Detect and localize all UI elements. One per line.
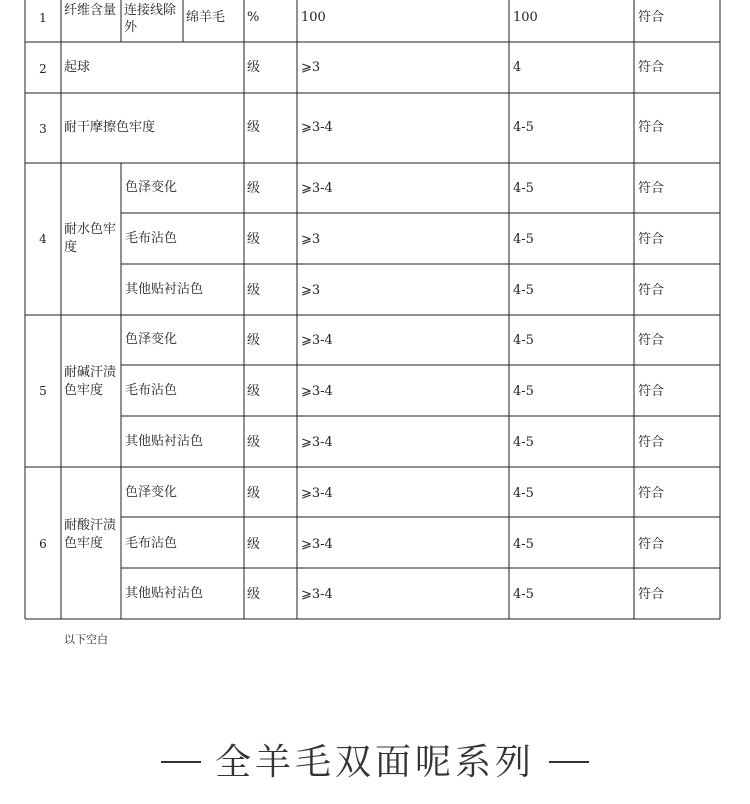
row-6-item: 耐酸汗渍色牢度 (64, 518, 117, 551)
row-4-sub-1-judgement: 符合 (638, 181, 665, 196)
row-5-sub-2-standard: ⩾3-4 (301, 384, 333, 399)
row-5-sub-3-unit: 级 (247, 435, 261, 450)
row-5-sub-3-result: 4-5 (513, 435, 534, 450)
row-5-sub-1-judgement: 符合 (638, 333, 665, 348)
row-5-sub-2-judgement: 符合 (638, 384, 665, 399)
row-1-detail: 绵羊毛 (186, 10, 226, 25)
row-4-sub-2-unit: 级 (247, 232, 261, 247)
row-2-number: 2 (39, 62, 47, 76)
row-1-result: 100 (513, 10, 538, 25)
row-5-sub-1-result: 4-5 (513, 333, 534, 348)
row-5-sub-2-result: 4-5 (513, 384, 534, 399)
row-5-sub-3-name: 其他贴衬沾色 (125, 434, 204, 449)
row-6-sub-2-name: 毛布沾色 (125, 536, 178, 551)
row-6-sub-3-standard: ⩾3-4 (301, 587, 333, 602)
row-5-sub-1-unit: 级 (247, 333, 261, 348)
row-6-sub-2-result: 4-5 (513, 537, 534, 552)
row-6-sub-2-judgement: 符合 (638, 537, 665, 552)
row-6-sub-2-standard: ⩾3-4 (301, 537, 333, 552)
row-3-item: 耐干摩擦色牢度 (64, 120, 156, 135)
row-5-sub-2-name: 毛布沾色 (125, 383, 178, 398)
left-dash (161, 761, 201, 763)
row-5-sub-1-standard: ⩾3-4 (301, 333, 333, 348)
row-3-unit: 级 (247, 120, 261, 135)
row-4-sub-3-standard: ⩾3 (301, 283, 321, 298)
row-2-unit: 级 (247, 60, 261, 75)
row-5-sub-1-name: 色泽变化 (125, 332, 178, 347)
row-4-sub-2-name: 毛布沾色 (125, 231, 178, 246)
row-5-item: 耐碱汗渍色牢度 (64, 365, 117, 398)
row-5-sub-2-unit: 级 (247, 384, 261, 399)
row-2-judgement: 符合 (638, 60, 665, 75)
row-4-sub-2-judgement: 符合 (638, 232, 665, 247)
row-4-sub-3-judgement: 符合 (638, 283, 665, 298)
row-3-number: 3 (39, 122, 47, 136)
row-4-sub-2-result: 4-5 (513, 232, 534, 247)
row-2-result: 4 (513, 60, 522, 75)
row-6-sub-3-name: 其他贴衬沾色 (125, 586, 204, 601)
row-6-sub-3-unit: 级 (247, 587, 261, 602)
row-1-judgement: 符合 (638, 10, 665, 25)
row-3-standard: ⩾3-4 (301, 120, 333, 135)
row-6-sub-1-unit: 级 (247, 486, 261, 501)
row-4-sub-1-standard: ⩾3-4 (301, 181, 333, 196)
row-6-sub-2-unit: 级 (247, 537, 261, 552)
row-4-number: 4 (39, 232, 47, 246)
right-dash (549, 761, 589, 763)
row-4-sub-1-result: 4-5 (513, 181, 534, 196)
section-title: 全羊毛双面呢系列 (214, 742, 535, 783)
row-1-unit: % (247, 10, 260, 25)
row-6-sub-1-name: 色泽变化 (125, 485, 178, 500)
row-6-sub-1-standard: ⩾3-4 (301, 486, 333, 501)
row-2-standard: ⩾3 (301, 60, 321, 75)
row-4-sub-3-name: 其他贴衬沾色 (125, 282, 204, 297)
row-1-number: 1 (39, 11, 47, 25)
row-3-judgement: 符合 (638, 120, 665, 135)
row-4-sub-3-result: 4-5 (513, 283, 534, 298)
row-6-sub-1-result: 4-5 (513, 486, 534, 501)
row-6-number: 6 (39, 537, 47, 551)
row-1-sub-item: 连接线除外 (124, 3, 177, 35)
footer-note: 以下空白 (64, 633, 108, 646)
row-1-standard: 100 (301, 10, 326, 25)
row-4-item: 耐水色牢度 (64, 222, 117, 255)
row-4-sub-1-unit: 级 (247, 181, 261, 196)
row-4-sub-2-standard: ⩾3 (301, 232, 321, 247)
section-heading (0, 734, 750, 785)
row-5-sub-3-judgement: 符合 (638, 435, 665, 450)
row-2-item: 起球 (64, 60, 91, 75)
row-5-number: 5 (39, 384, 47, 398)
row-4-sub-1-name: 色泽变化 (125, 180, 178, 195)
row-5-sub-3-standard: ⩾3-4 (301, 435, 333, 450)
row-1-item: 纤维含量 (64, 3, 117, 18)
row-6-sub-1-judgement: 符合 (638, 486, 665, 501)
row-3-result: 4-5 (513, 120, 534, 135)
row-4-sub-3-unit: 级 (247, 283, 261, 298)
row-6-sub-3-result: 4-5 (513, 587, 534, 602)
row-6-sub-3-judgement: 符合 (638, 587, 665, 602)
